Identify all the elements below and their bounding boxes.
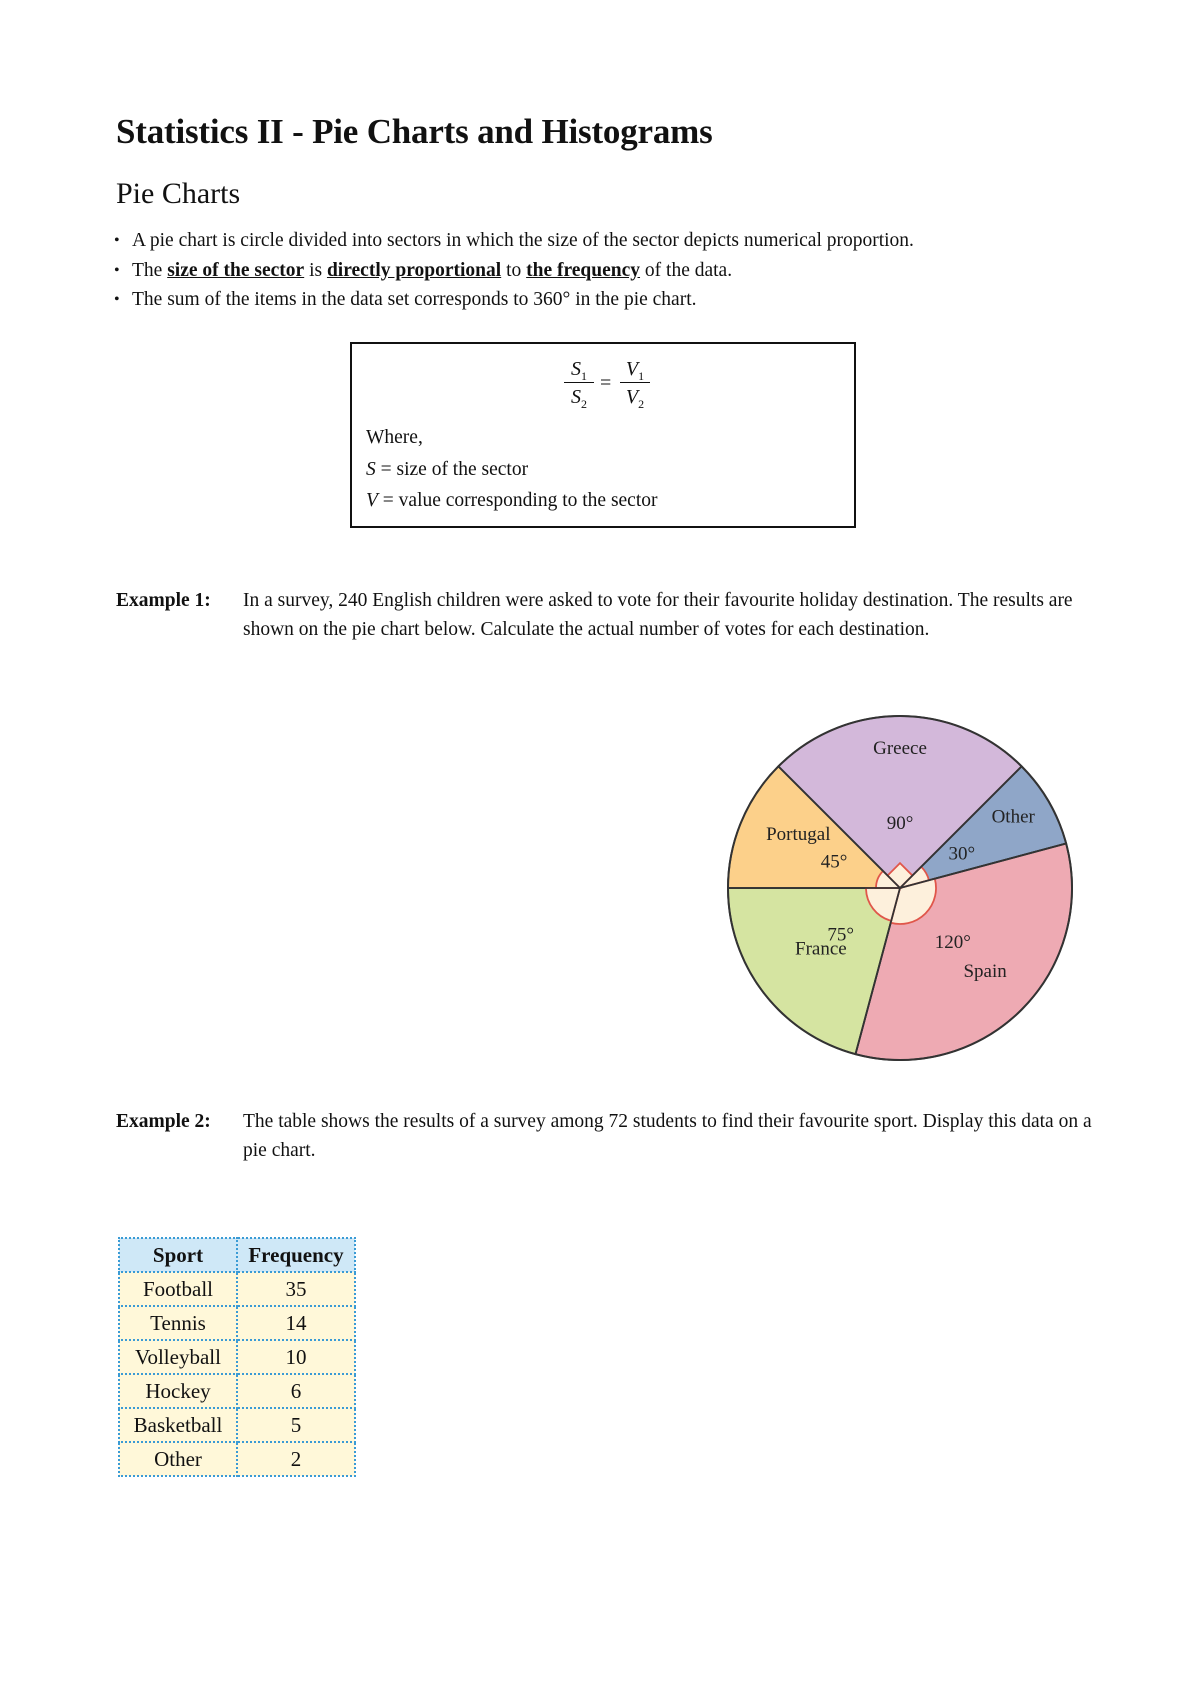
- emphasis-text: size of the sector: [167, 259, 305, 281]
- angle-label-greece: 90°: [886, 812, 914, 834]
- table-cell: Basketball: [119, 1408, 237, 1442]
- symbol-s: S: [571, 358, 581, 380]
- table-row: [119, 1408, 355, 1442]
- slice-label-greece: Greece: [873, 737, 927, 759]
- subscript: 1: [638, 369, 645, 383]
- s-definition: [366, 454, 658, 486]
- angle-label-other: 30°: [948, 843, 976, 865]
- table-row: [119, 1272, 355, 1306]
- fraction-s: [564, 356, 594, 411]
- table-row: [119, 1374, 355, 1408]
- fraction-v: [620, 356, 650, 411]
- bullet-text: The sum of the items in the data set corresponds to 360° in the pie chart.: [132, 289, 697, 310]
- section-heading: Pie Charts: [116, 177, 241, 210]
- table-cell: 2: [237, 1442, 355, 1476]
- table-row: [119, 1442, 355, 1476]
- slice-label-other: Other: [991, 806, 1035, 828]
- bullet-text: The: [132, 259, 168, 281]
- table-cell: Tennis: [119, 1306, 237, 1340]
- table-cell: 6: [237, 1374, 355, 1408]
- symbol-v: V: [366, 490, 378, 511]
- angle-label-spain: 120°: [934, 931, 971, 953]
- formula-equation: [352, 356, 854, 414]
- table-cell: 14: [237, 1306, 355, 1340]
- subscript: 1: [581, 369, 587, 383]
- table-cell: Football: [119, 1272, 237, 1306]
- slice-label-france: France: [795, 938, 847, 960]
- table-cell: 35: [237, 1272, 355, 1306]
- bullet-list: [112, 226, 914, 315]
- bullet-item: [112, 256, 914, 286]
- angle-label-portugal: 45°: [820, 851, 848, 873]
- angle-label-france: 75°: [827, 924, 854, 946]
- bullet-item: [112, 226, 914, 256]
- definition-text: = value corresponding to the sector: [377, 490, 658, 511]
- definition-text: = size of the sector: [375, 458, 529, 480]
- column-header-frequency: Frequency: [237, 1238, 355, 1272]
- symbol-s: S: [366, 458, 376, 480]
- subscript: 2: [581, 397, 587, 411]
- symbol-v: V: [625, 386, 639, 408]
- sport-frequency-table: [118, 1237, 356, 1477]
- symbol-s: S: [571, 386, 581, 408]
- bullet-text: A pie chart is circle divided into sectors in which the size of the sector depicts numerical proportion.: [132, 230, 914, 251]
- formula-definitions: [366, 422, 658, 517]
- emphasis-text: the frequency: [526, 259, 641, 281]
- table-row: [119, 1340, 355, 1374]
- pie-chart: [720, 708, 1080, 1068]
- subscript: 2: [638, 397, 645, 411]
- example-text: In a survey, 240 English children were asked to vote for their favourite holiday destination. The results are shown on the pie chart below. Calculate the actual number of votes for each destination.: [243, 590, 1073, 640]
- table-cell: Volleyball: [119, 1340, 237, 1374]
- example-label: Example 1:: [116, 590, 211, 611]
- table-cell: 10: [237, 1340, 355, 1374]
- table-row: [119, 1306, 355, 1340]
- bullet-text: is: [304, 259, 327, 281]
- slice-label-spain: Spain: [963, 961, 1007, 983]
- where-line: Where,: [366, 427, 423, 448]
- symbol-v: V: [625, 358, 639, 380]
- v-definition: [366, 485, 658, 517]
- formula-box: [350, 342, 856, 528]
- example-label: Example 2:: [116, 1111, 211, 1132]
- slice-label-portugal: Portugal: [766, 823, 831, 845]
- pie-chart-svg: [720, 708, 1080, 1068]
- page-title: Statistics II - Pie Charts and Histograms: [116, 112, 713, 151]
- bullet-text: of the data.: [640, 259, 733, 281]
- table-cell: 5: [237, 1408, 355, 1442]
- table-cell: Hockey: [119, 1374, 237, 1408]
- bullet-item: [112, 285, 914, 315]
- emphasis-text: directly proportional: [326, 259, 502, 281]
- table-cell: Other: [119, 1442, 237, 1476]
- table-header-row: [119, 1238, 355, 1272]
- bullet-text: to: [501, 259, 527, 281]
- equals-sign: =: [600, 372, 612, 394]
- column-header-sport: Sport: [119, 1238, 237, 1272]
- example-text: The table shows the results of a survey among 72 students to find their favourite sport. Display this data on a pie chart.: [243, 1111, 1092, 1161]
